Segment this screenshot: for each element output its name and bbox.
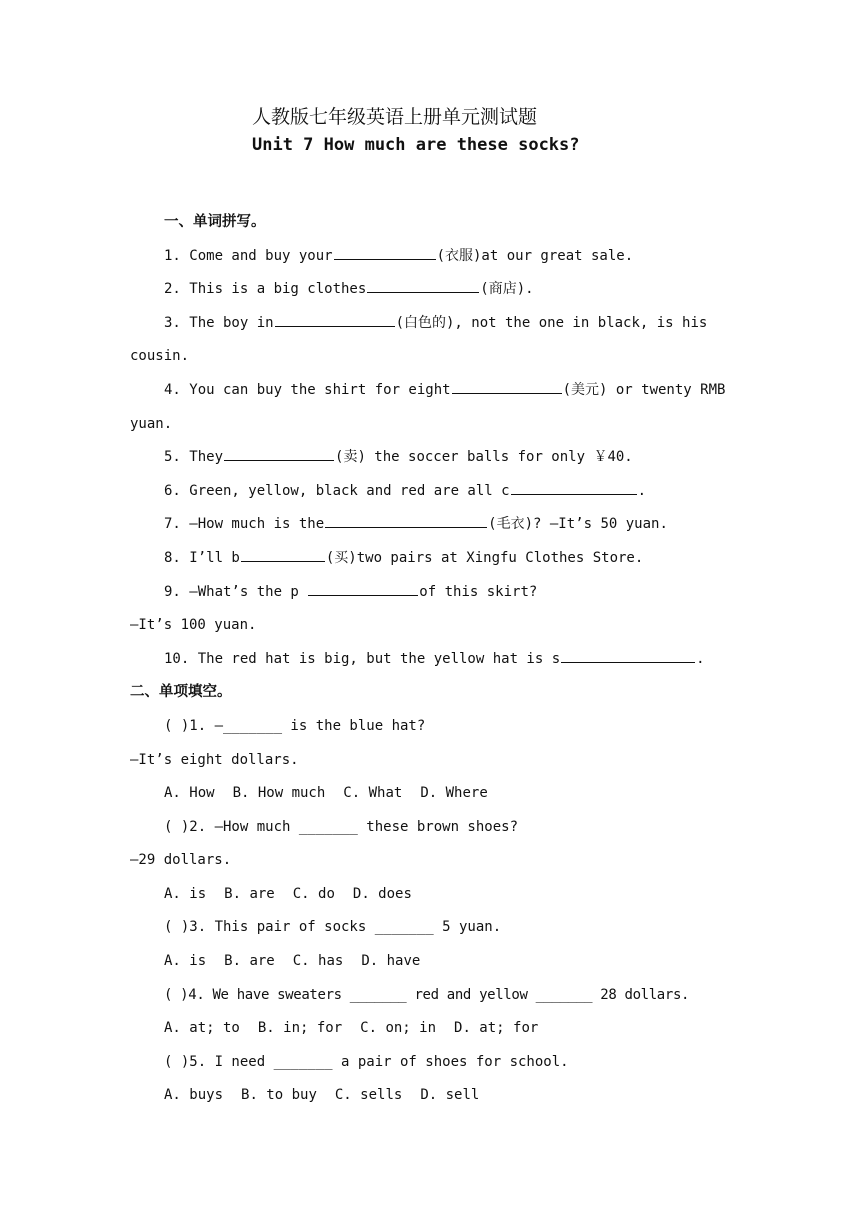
item-text: 3. The boy in [164,314,274,331]
item-text: 6. Green, yellow, black and red are all c [164,482,510,499]
option-c: C. What [343,785,403,802]
option-c: C. do [292,885,335,902]
option-b: B. to buy [241,1087,317,1104]
item-text: 7. —How much is the [164,516,325,533]
option-d: D. Where [420,785,488,802]
item-text: 10. The red hat is big, but the yellow hat is s [164,650,561,667]
question-3-options [130,945,730,979]
answer-blank [241,546,325,562]
option-c: C. has [292,953,344,970]
section-heading-multiple-choice: 二、单项填空。 [130,684,232,701]
item-text: 8. I’ll b [164,549,240,566]
item-text: 2. This is a big clothes [164,281,367,298]
item-text: . [696,650,705,667]
option-b: B. are [224,953,275,970]
question-1-options [130,777,730,811]
question-2-answer-line: —29 dollars. [130,852,232,869]
question-3: ( )3. This pair of socks _______ 5 yuan. [164,919,502,936]
item-text: 9. —What’s the p [164,583,308,600]
option-c: C. on; in [360,1020,437,1037]
item-text: of this skirt? [419,583,538,600]
answer-blank [275,311,395,327]
item-text: (白色的), not the one in black, is his [395,314,708,331]
option-d: D. at; for [454,1020,539,1037]
question-2: ( )2. —How much _______ these brown shoes? [164,818,519,835]
option-d: D. have [361,953,421,970]
option-d: D. does [352,885,412,902]
option-a: A. at; to [164,1020,240,1037]
item-text: (美元) or twenty RMB [562,381,726,398]
spelling-item-2 [130,273,730,307]
spelling-item-3-continued: cousin. [130,348,190,365]
spelling-item-1 [130,240,730,274]
answer-blank [367,277,479,293]
item-text: (商店). [480,281,534,298]
document-title-english: Unit 7 How much are these socks? [252,135,580,155]
question-4-options [130,1012,730,1046]
option-a: A. is [164,885,207,902]
option-b: B. in; for [257,1020,343,1037]
option-b: B. are [224,885,275,902]
answer-blank [224,445,334,461]
item-text: (衣服)at our great sale. [436,247,634,264]
question-5: ( )5. I need _______ a pair of shoes for school. [164,1053,569,1070]
item-text: 5. They [164,449,224,466]
spelling-item-8 [130,542,730,576]
item-text: . [637,482,647,499]
question-1: ( )1. —_______ is the blue hat? [164,717,426,734]
answer-blank [561,647,695,663]
option-a: A. is [164,953,207,970]
answer-blank [452,378,562,394]
item-text: (卖) the soccer balls for only ￥40. [335,449,633,466]
spelling-item-4-continued: yuan. [130,415,173,432]
title-block [252,104,580,158]
answer-blank [325,512,487,528]
document-title-chinese: 人教版七年级英语上册单元测试题 [252,106,538,128]
spelling-item-3 [130,307,730,341]
answer-blank [511,479,637,495]
item-text: (毛衣)? —It’s 50 yuan. [488,516,668,533]
option-b: B. How much [232,785,326,802]
item-text: 4. You can buy the shirt for eight [164,381,451,398]
answer-blank [334,244,436,260]
question-1-answer-line: —It’s eight dollars. [130,751,299,768]
spelling-item-5 [130,441,730,475]
option-c: C. sells [334,1087,403,1104]
question-2-options [130,878,730,912]
section-heading-spelling: 一、单词拼写。 [164,214,266,230]
option-a: A. buys [164,1087,224,1104]
question-4: ( )4. We have sweaters _______ red and yellow _______ 28 dollars. [164,986,690,1003]
spelling-item-9-response: —It’s 100 yuan. [130,617,257,634]
answer-blank [308,580,418,596]
item-text: 1. Come and buy your [164,247,333,264]
spelling-item-7 [130,508,730,542]
document-body [130,206,730,1113]
option-a: A. How [164,785,215,802]
question-5-options [130,1079,730,1113]
spelling-item-10 [130,643,730,677]
option-d: D. sell [420,1087,480,1104]
spelling-item-6 [130,475,730,509]
spelling-item-9 [130,576,730,610]
item-text: (买)two pairs at Xingfu Clothes Store. [325,549,644,566]
spelling-item-4 [130,374,730,408]
